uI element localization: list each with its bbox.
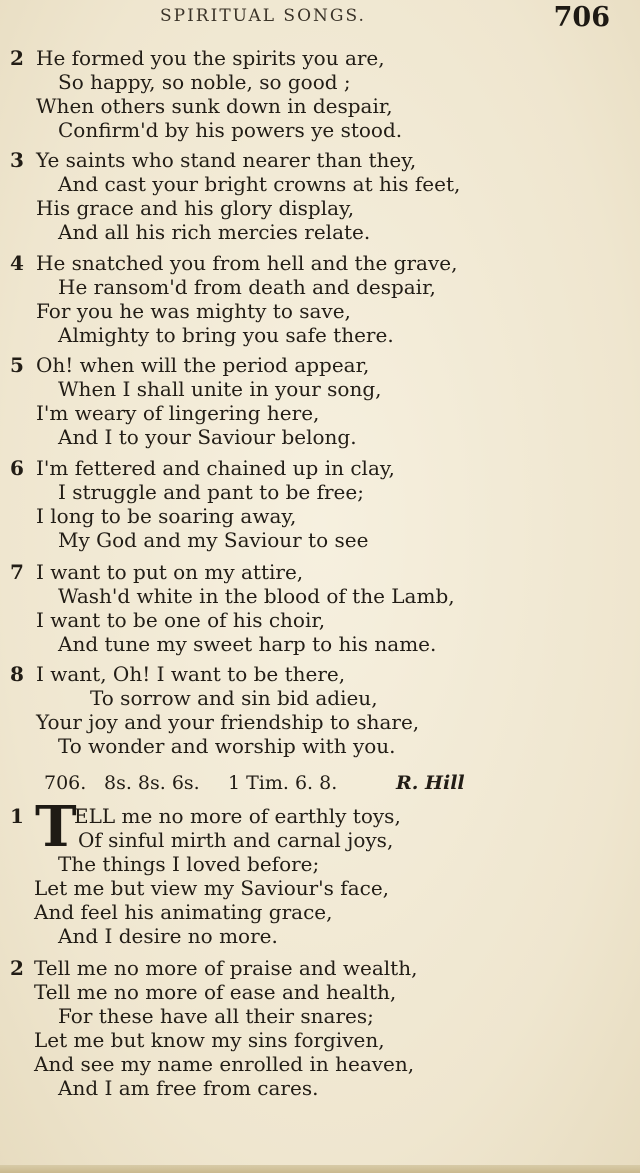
stanza-number: 6 <box>10 456 24 480</box>
verse-line: And I desire no more. <box>58 924 278 948</box>
verse-line: Oh! when will the period appear, <box>36 353 370 377</box>
hymn-author: R. Hill <box>396 772 465 794</box>
running-head: SPIRITUAL SONGS. <box>160 6 366 26</box>
verse-line: Tell me no more of praise and wealth, <box>34 956 418 980</box>
verse-line: I struggle and pant to be free; <box>58 480 364 504</box>
verse-line: Let me but know my sins forgiven, <box>34 1028 385 1052</box>
page-number: 706 <box>553 2 610 33</box>
verse-line: And tune my sweet harp to his name. <box>58 632 437 656</box>
verse-line: To sorrow and sin bid adieu, <box>90 686 378 710</box>
verse-line: I want to put on my attire, <box>36 560 304 584</box>
verse-line: Tell me no more of ease and health, <box>34 980 397 1004</box>
stanza-number: 5 <box>10 353 24 377</box>
stanza-number: 1 <box>10 804 24 828</box>
verse-line: And I to your Saviour belong. <box>58 425 357 449</box>
verse-line: For these have all their snares; <box>58 1004 374 1028</box>
verse-line: And see my name enrolled in heaven, <box>34 1052 415 1076</box>
drop-cap: T <box>35 794 77 860</box>
verse-line: Almighty to bring you safe there. <box>58 323 394 347</box>
verse-line: To wonder and worship with you. <box>58 734 396 758</box>
verse-line: So happy, so noble, so good ; <box>58 70 351 94</box>
verse-line: I want, Oh! I want to be there, <box>36 662 346 686</box>
verse-line: He formed you the spirits you are, <box>36 46 385 70</box>
verse-line: The things I loved before; <box>58 852 320 876</box>
stanza-number: 2 <box>10 956 24 980</box>
verse-line: Let me but view my Saviour's face, <box>34 876 390 900</box>
verse-line: He ransom'd from death and despair, <box>58 275 436 299</box>
verse-line: Wash'd white in the blood of the Lamb, <box>58 584 455 608</box>
verse-line: Your joy and your friendship to share, <box>36 710 420 734</box>
stanza-number: 8 <box>10 662 24 686</box>
verse-line: And all his rich mercies relate. <box>58 220 371 244</box>
verse-line: Confirm'd by his powers ye stood. <box>58 118 403 142</box>
verse-line: I long to be soaring away, <box>36 504 297 528</box>
verse-line: Ye saints who stand nearer than they, <box>36 148 417 172</box>
verse-line: When I shall unite in your song, <box>58 377 382 401</box>
verse-line: Of sinful mirth and carnal joys, <box>78 828 394 852</box>
hymn-number: 706. <box>44 772 87 794</box>
stanza-number: 4 <box>10 251 24 275</box>
stanza-number: 2 <box>10 46 24 70</box>
verse-line: My God and my Saviour to see <box>58 528 369 552</box>
hymn-706-header <box>44 770 484 796</box>
verse-line: ELL me no more of earthly toys, <box>74 804 401 828</box>
stanza-number: 3 <box>10 148 24 172</box>
verse-line: When others sunk down in despair, <box>36 94 393 118</box>
verse-line: His grace and his glory display, <box>36 196 355 220</box>
verse-line: I'm fettered and chained up in clay, <box>36 456 395 480</box>
stanza-number: 7 <box>10 560 24 584</box>
verse-line: And cast your bright crowns at his feet, <box>58 172 461 196</box>
verse-line: And I am free from cares. <box>58 1076 319 1100</box>
verse-line: He snatched you from hell and the grave, <box>36 251 458 275</box>
scripture-reference: 1 Tim. 6. 8. <box>228 772 338 794</box>
verse-line: I'm weary of lingering here, <box>36 401 320 425</box>
hymn-meter: 8s. 8s. 6s. <box>104 772 200 794</box>
verse-line: For you he was mighty to save, <box>36 299 351 323</box>
verse-line: And feel his animating grace, <box>34 900 333 924</box>
verse-line: I want to be one of his choir, <box>36 608 326 632</box>
page-bottom-edge <box>0 1165 640 1173</box>
